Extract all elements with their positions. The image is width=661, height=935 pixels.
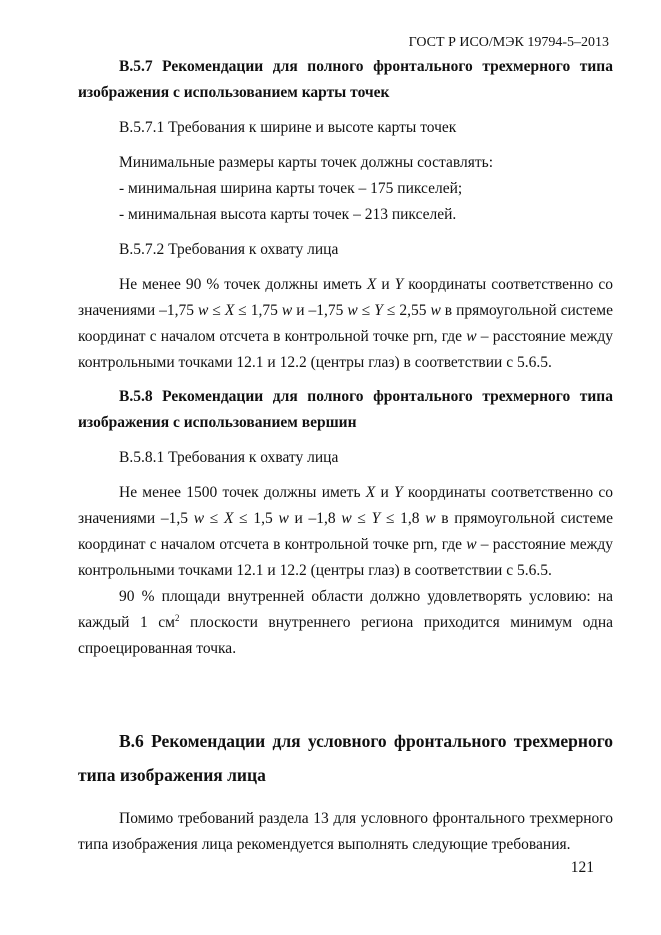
section-b58-heading: В.5.8 Рекомендации для полного фронтального трехмерного типа изображения с использованием вершин xyxy=(78,388,613,431)
document-header: ГОСТ Р ИСО/МЭК 19794-5–2013 xyxy=(408,35,609,50)
page-number: 121 xyxy=(570,859,594,876)
section-b572-text: Не менее 90 % точек должны иметь X и Y координаты соответственно со значениями –1,75 w ≤ X ≤ 1,75 w и –1,75 w ≤ Y ≤ 2,55 w в прямоугольной системе координат с началом отсчета в контрольной точке prn, где w – расстояние между контрольными точками 12.1 и 12.2 (центры глаз) в соответствии с 5.6.5. xyxy=(78,276,614,371)
section-b6-heading: В.6 Рекомендации для условного фронтального трехмерного типа изображения лица xyxy=(78,731,613,785)
section-b572-title: В.5.7.2 Требования к охвату лица xyxy=(119,241,339,258)
section-b581-title: В.5.8.1 Требования к охвату лица xyxy=(119,449,339,466)
min-width-item: - минимальная ширина карты точек – 175 пикселей; xyxy=(119,180,463,197)
section-b581-text: Не менее 1500 точек должны иметь X и Y координаты соответственно со значениями –1,5 w ≤ X ≤ 1,5 w и –1,8 w ≤ Y ≤ 1,8 w в прямоугольной системе координат с началом отсчета в контрольной точке prn, где w – расстояние между контрольными точками 12.1 и 12.2 (центры глаз) в соответствии с 5.6.5. xyxy=(78,484,613,579)
section-b571-title: В.5.7.1 Требования к ширине и высоте карты точек xyxy=(119,119,457,136)
min-height-item: - минимальная высота карты точек – 213 пикселей. xyxy=(119,206,457,223)
section-b57-heading: В.5.7 Рекомендации для полного фронтального трехмерного типа изображения с использованием карты точек xyxy=(78,58,613,101)
area-coverage-text: 90 % площади внутренней области должно удовлетворять условию: на каждый 1 $см^2$ плоскости внутреннего региона приходится минимум одна спроецированная точка. xyxy=(78,588,614,657)
min-sizes-intro: Минимальные размеры карты точек должны составлять: xyxy=(119,154,494,171)
page-content xyxy=(78,54,613,858)
section-b6-text: Помимо требований раздела 13 для условного фронтального трехмерного типа изображения лица рекомендуется выполнять следующие требования. xyxy=(78,810,613,853)
